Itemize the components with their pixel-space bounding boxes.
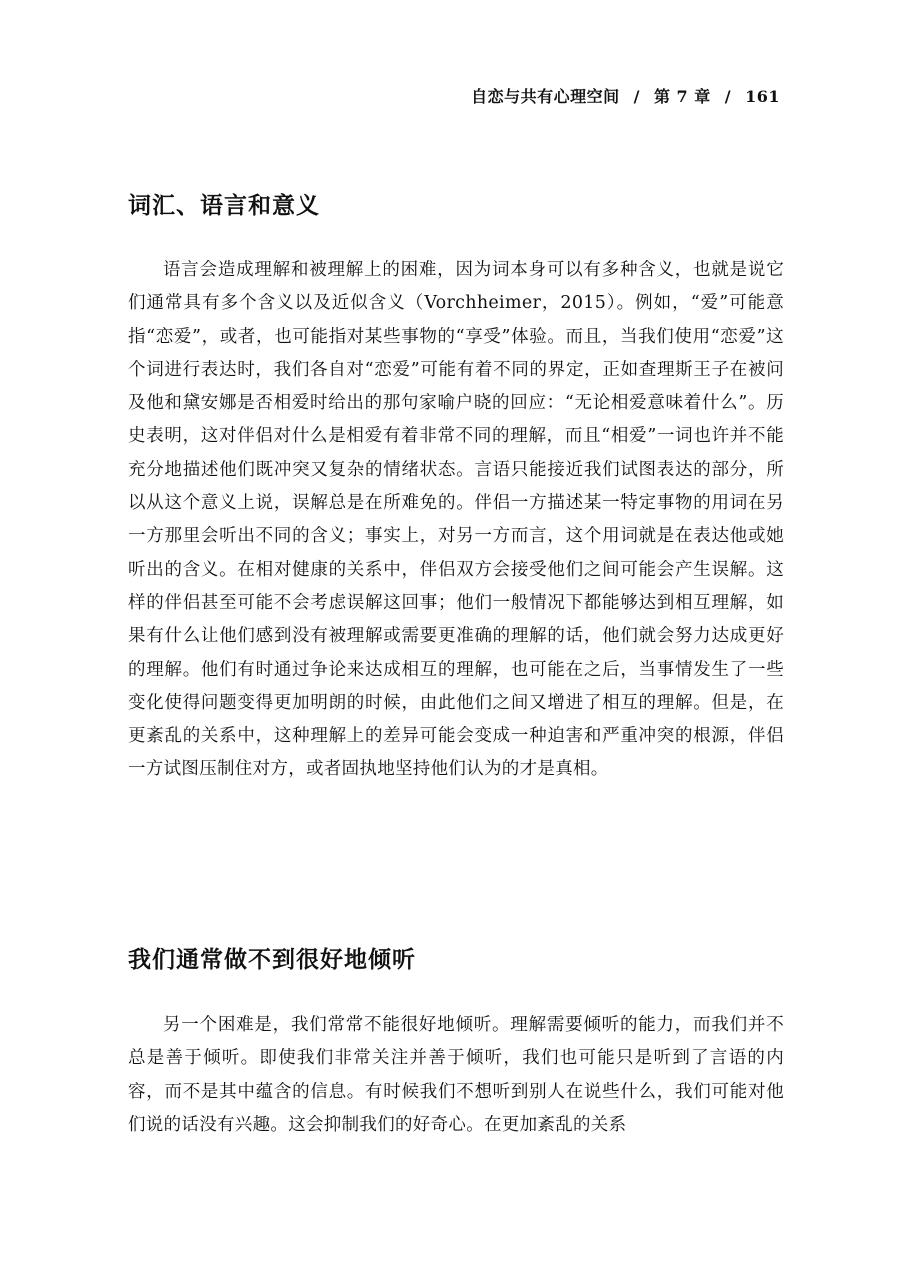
section-heading: 我们通常做不到很好地倾听 [128,947,416,973]
chapter-label: 第 7 章 [653,87,711,106]
separator: / [724,87,732,106]
body-paragraph: 语言会造成理解和被理解上的困难，因为词本身可以有多种含义，也就是说它们通常具有多个含义以及近似含义（Vorchheimer，2015）。例如，“爱”可能意指“恋爱”，或者，也可能指对某些事物的“享受”体验。而且，当我们使用“恋爱”这个词进行表达时，我们各自对“恋爱”可能有着不同的界定，正如查理斯王子在被问及他和黛安娜是否相爱时给出的那句家喻户晓的回应：“无论相爱意味着什么”。历史表明，这对伴侣对什么是相爱有着非常不同的理解，而且“相爱”一词也许并不能充分地描述他们既冲突又复杂的情绪状态。言语只能接近我们试图表达的部分，所以从这个意义上说，误解总是在所难免的。伴侣一方描述某一特定事物的用词在另一方那里会听出不同的含义；事实上，对另一方而言，这个用词就是在表达他或她听出的含义。在相对健康的关系中，伴侣双方会接受他们之间可能会产生误解。这样的伴侣甚至可能不会考虑误解这回事；他们一般情况下都能够达到相互理解，如果有什么让他们感到没有被理解或需要更准确的理解的话，他们就会努力达成更好的理解。他们有时通过争论来达成相互的理解，也可能在之后，当事情发生了一些变化使得问题变得更加明朗的时候，由此他们之间又增进了相互的理解。但是，在更紊乱的关系中，这种理解上的差异可能会变成一种迫害和严重冲突的根源，伴侣一方试图压制住对方，或者固执地坚持他们认为的才是真相。 [128,260,784,780]
running-head [471,84,780,107]
book-title: 自恋与共有心理空间 [471,87,620,106]
section-heading: 词汇、语言和意义 [128,193,320,219]
body-paragraph: 另一个困难是，我们常常不能很好地倾听。理解需要倾听的能力，而我们并不总是善于倾听。即使我们非常关注并善于倾听，我们也可能只是听到了言语的内容，而不是其中蕴含的信息。有时候我们不想听到别人在说些什么，我们可能对他们说的话没有兴趣。这会抑制我们的好奇心。在更加紊乱的关系 [128,1015,784,1135]
separator: / [633,87,640,106]
page-number: 161 [745,87,780,106]
